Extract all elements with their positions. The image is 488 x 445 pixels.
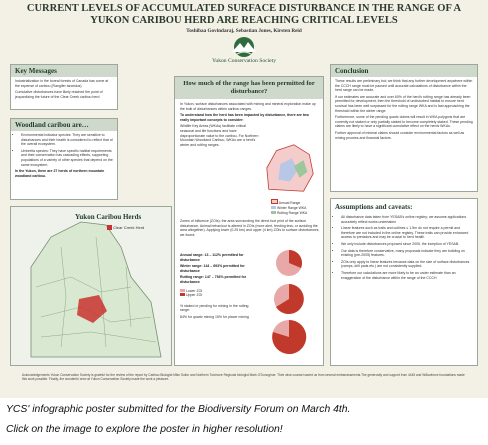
conclusion-text-2: If our estimates are accurate and over 60% of the herd's rutting range has already been permitted for development, then the threshold of undisturbed habitat to ensure herd survival has been well surpassed for the rutting range WKA and is fast approaching the threshold within the winter range. [335,94,471,113]
conclusion-text-3: Furthermore, some of the pending quartz claims will result in WKA polygons that are currently not staked or only partially staked to become completely staked. These pending claims are likely to have a significant cumulative effect on the herds WKAs. [335,115,473,129]
woodland-caribou-heading: Woodland caribou are… [11,119,117,131]
woodland-bullet-2: • Umbrella species: They have specific habitat requirements and their conservation has cascading effects, supporting populations of a variety of other species that depend on the same ecosystem. [21,149,113,167]
conclusion-text-4: Further approval of mineral claims should consider environmental factors as well as mining process and financial factors. [335,130,465,140]
legend-winter-swatch [271,206,276,209]
winter-range-stat: Winter range: 144 – 693% permitted for disturbance [180,264,245,273]
woodland-bullet-1: • Environmental indicator species: They are sensitive to disturbances and their health is considered to reflect that of the overall ecosystem. [21,133,113,147]
conclusion-heading: Conclusion [331,65,477,77]
assumptions-heading: Assumptions and caveats: [335,203,413,211]
rutting-range-stat: Rutting range: 147 – 754% permitted for disturbance [180,275,247,284]
upper-zoi-swatch [180,293,185,296]
key-messages-panel [10,64,118,110]
woodland-caribou-panel [10,118,118,200]
legend-annual-label: Annual Range [278,201,301,205]
conclusion-panel [330,64,478,192]
conclusion-text-1: These results are preliminary but; we think that any further development anywhere within the CCCH range must be paused until accurate calculations of disturbance within the herd range can be made. [335,79,473,93]
ycs-logo-icon [223,36,265,58]
legend-rutting-swatch [271,211,276,214]
annual-range-stat: Annual range: 13 – 112% permitted for disturbance [180,253,244,262]
assumption-item: • Therefore our calculations are more likely to be an under estimate than an exaggeration of the disturbance within the range of the CCCH [341,271,473,280]
staked-values: 84% for quartz mining 15% for placer mining [180,314,249,319]
assumptions-panel [330,198,478,366]
staked-note: % staked or pending for mining in the rutting range: [180,303,249,313]
wka-definition: Wildlife Key Areas (WKAs) facilitate critical seasonal and life functions and have disproportionate value to the caribou. For Northern Mountain Woodland Caribou, WKAs are a herd's winter and rutting ranges. [180,124,259,147]
lower-zoi-label: Lower ZOI [185,288,203,293]
assumption-item: • We only include disturbances proposed since 2005, the inception of YESAB. [341,242,473,247]
poster-title: CURRENT LEVELS OF ACCUMULATED SURFACE DISTURBANCE IN THE RANGE OF A YUKON CARIBOU HERD ARE REACHING CRITICAL LEVELS [26,3,462,26]
key-messages-text-1: Industrialization in the boreal forests of Canada has come at the expense of caribou (Rangifer tarandus) [15,79,109,88]
caribou-map-panel [10,206,172,366]
key-messages-text-2: Cumulative disturbances have likely reached the point of jeopardizing the future of the Clear Creek caribou herd [15,90,103,99]
caption-submission: YCS' infographic poster submitted for the Biodiversity Forum on March 4th. [6,404,351,415]
assumption-item: • All disturbance data taken from YESAB's online registry; we assume applications accurately reflect works undertaken [341,215,473,224]
upper-zoi-label: Upper ZOI [185,293,203,298]
assumption-item: • Linear features such as trails and cutlines ≤ 1.5m do not require a permit and therefore are not included in the online registry. These trails can provide enhanced access to predators and may be crucial to herd health [341,226,473,240]
wka-map-icon [261,139,319,197]
poster-authors: Toshibaa Govindaraj, Sebastian Jones, Kirsten Reid [186,28,302,34]
zoi-pie-charts-icon [259,247,319,357]
disturbance-heading: How much of the range has been permitted for disturbance? [175,77,323,99]
legend-winter-label: Winter Range WKA [276,206,307,210]
clear-creek-legend-label: Clear Creek Herd [113,225,145,230]
legend-annual-swatch [271,199,278,204]
zoi-definition: Zones of Influence (ZOIs): the area surrounding the direct foot print of the surface disturbance. Animal behaviour is altered in ZOIs (more alert, feeding less, or avoiding the area altogether). Applying lower (0.25 km) and upper (4 km) ZOIs to surface disturbances, we found: [180,219,320,237]
acknowledgements: Acknowledgements Yukon Conservation Society is grateful for the review of the report by Caribou Biologist Mike Suitor and Northern Tutchone Regional biologist Mark O'Donoghue. Their wise counsel saved us from several embarrassments.The generosity and support from 4445 and Willowforce foundations made this work possible. Finally, the wonderful crew at Yukon Conservation Society made the work a pleasure. [22,373,465,382]
poster-org-name: Yukon Conservation Society [211,58,276,64]
assumption-item: • ZOIs only apply to linear features because data on the size of surface disturbances (camps, drill pads etc.) are not consistently supplied. [341,260,473,269]
woodland-herd-count: In the Yukon, there are 27 herds of northern mountain woodland caribou. [15,169,105,178]
assumption-item: • Our data is therefore conservative, many proposals indicate they are building on existing (pre-2005) features. [341,249,473,258]
disturbance-concepts: To understand how the herd has been impacted by disturbance, there are two really important concepts to consider: [180,113,309,122]
disturbance-intro: In Yukon, surface disturbances associated with mining and mineral exploration make up the bulk of disturbances within caribou ranges. [180,102,316,111]
disturbance-panel [174,76,324,366]
map-title: Yukon Caribou Herds [75,213,142,221]
caption-click-prompt: Click on the image to explore the poster in higher resolution! [6,424,283,435]
legend-rutting-label: Rutting Range WKA [276,211,308,215]
clear-creek-legend-swatch [107,225,112,230]
key-messages-heading: Key Messages [11,65,117,77]
lower-zoi-swatch [180,289,185,292]
yukon-map-icon [11,207,171,365]
